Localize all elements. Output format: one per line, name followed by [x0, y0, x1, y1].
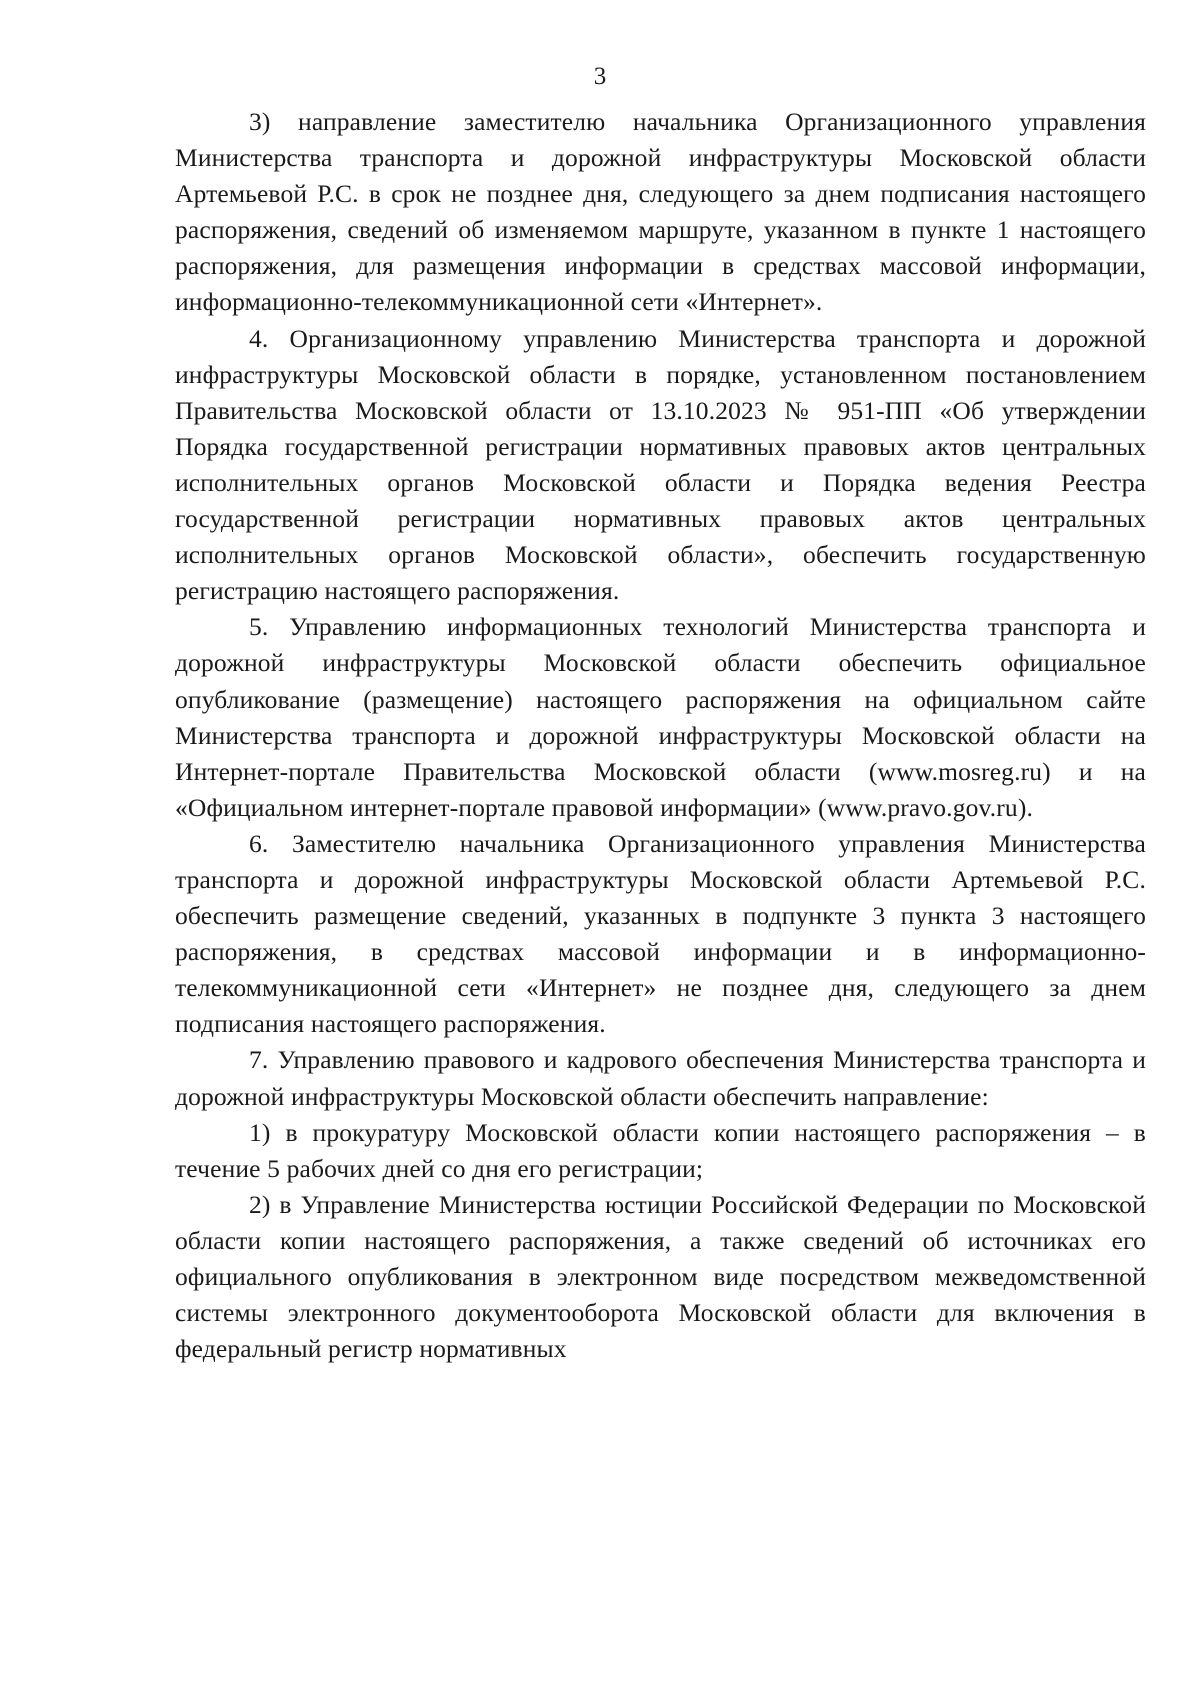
page-number: 3 — [593, 63, 607, 90]
document-body — [175, 104, 1146, 1367]
paragraph-subitem-2: 2) в Управление Министерства юстиции Российской Федерации по Московской области копии настоящего распоряжения, а также сведений об источниках его официального опубликования в электронном виде посредством межведомственной системы электронного документооборота Московской области для включения в федеральный регистр нормативных — [175, 1189, 1146, 1364]
paragraph-item-5: 5. Управлению информационных технологий Министерства транспорта и дорожной инфраструктуры Московской области обеспечить официальное опубликование (размещение) настоящего распоряжения на официальном сайте Министерства транспорта и дорожной инфраструктуры Московской области на Интернет-портале Правительства Московской области (www.mosreg.ru) и на «Официальном интернет-портале правовой информации» (www.pravo.gov.ru). — [175, 612, 1146, 822]
paragraph-item-7: 7. Управлению правового и кадрового обеспечения Министерства транспорта и дорожной инфраструктуры Московской области обеспечить направление: — [175, 1045, 1146, 1111]
paragraph-subitem-3: 3) направление заместителю начальника Организационного управления Министерства транспорта и дорожной инфраструктуры Московской области Артемьевой Р.С. в срок не позднее дня, следующего за днем подписания настоящего распоряжения, сведений об изменяемом маршруте, указанном в пункте 1 настоящего распоряжения, для размещения информации в средствах массовой информации, информационно-телекоммуникационной сети «Интернет». — [175, 107, 1146, 317]
paragraph-item-4: 4. Организационному управлению Министерства транспорта и дорожной инфраструктуры Московской области в порядке, установленном постановлением Правительства Московской области от 13.10.2023 № 951-ПП «Об утверждении Порядка государственной регистрации нормативных правовых актов центральных исполнительных органов Московской области и Порядка ведения Реестра государственной регистрации нормативных правовых актов центральных исполнительных органов Московской области», обеспечить государственную регистрацию настоящего распоряжения. — [175, 323, 1146, 606]
paragraph-subitem-1: 1) в прокуратуру Московской области копии настоящего распоряжения – в течение 5 рабочих дней со дня его регистрации; — [175, 1117, 1146, 1183]
paragraph-item-6: 6. Заместителю начальника Организационного управления Министерства транспорта и дорожной инфраструктуры Московской области Артемьевой Р.С. обеспечить размещение сведений, указанных в подпункте 3 пункта 3 настоящего распоряжения, в средствах массовой информации и в информационно-телекоммуникационной сети «Интернет» не позднее дня, следующего за днем подписания настоящего распоряжения. — [175, 828, 1146, 1039]
